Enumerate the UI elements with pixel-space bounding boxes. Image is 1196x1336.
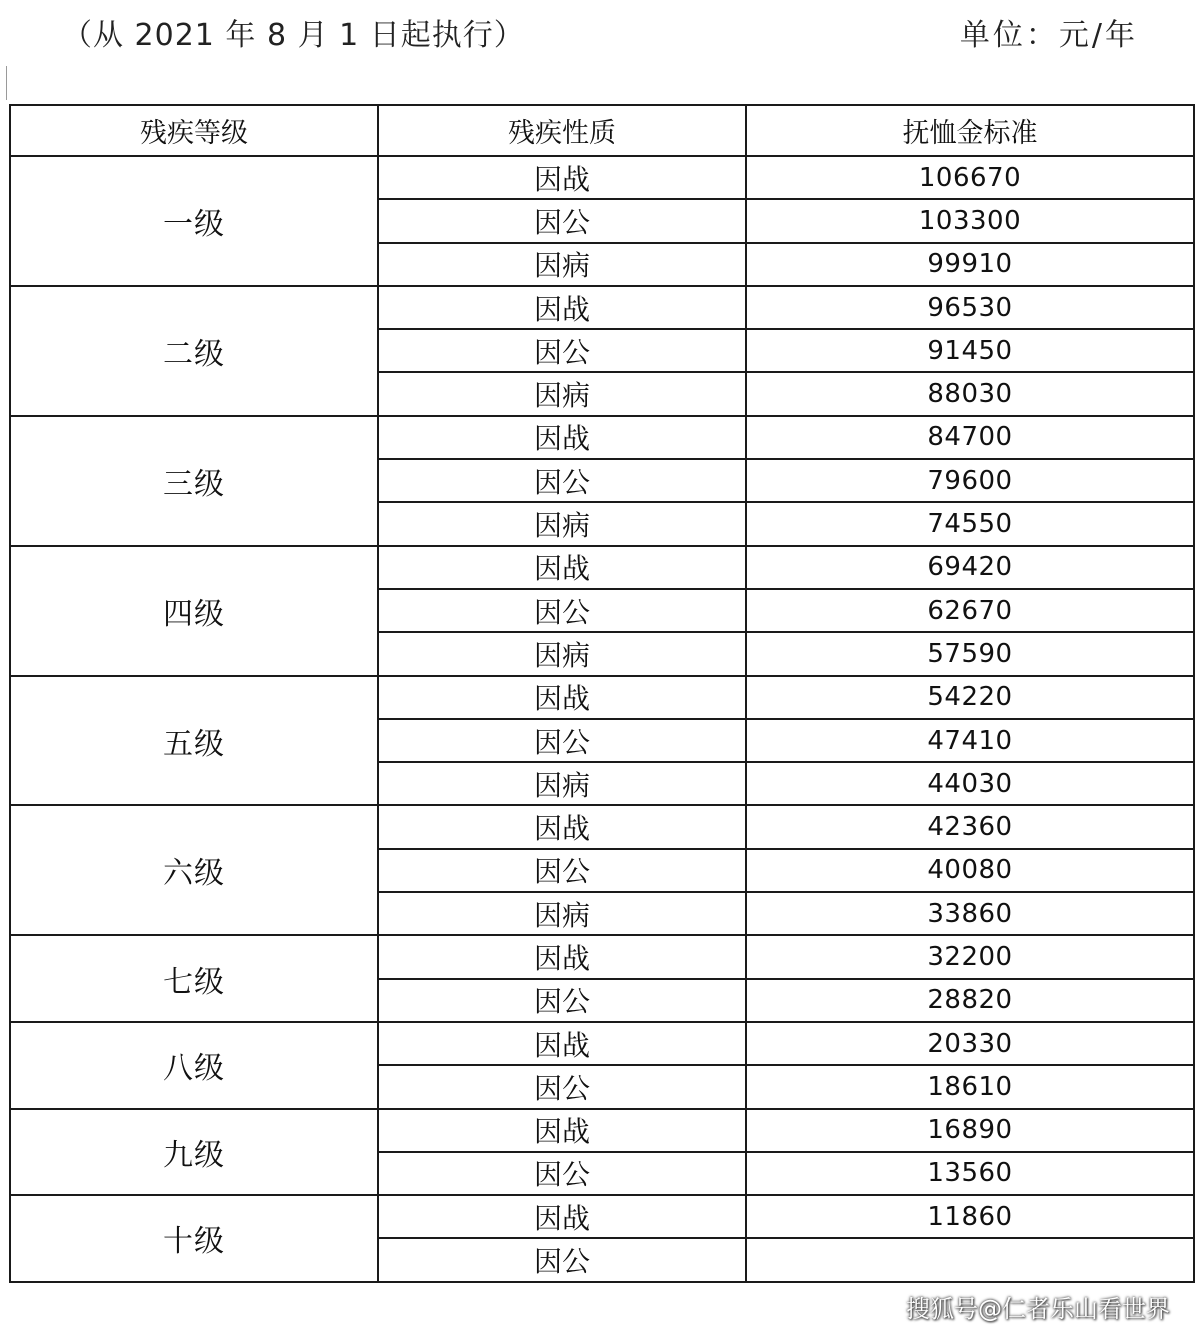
watermark: 搜狐号@仁者乐山看世界 — [906, 1295, 1170, 1323]
nature-cell: 因公 — [378, 329, 746, 372]
nature-cell: 因战 — [378, 1022, 746, 1065]
grade-cell: 六级 — [10, 805, 378, 935]
table-row — [10, 416, 1194, 459]
unit-note: 单位：元/年 — [959, 18, 1138, 53]
nature-cell: 因病 — [378, 762, 746, 805]
amount-cell: 18610 — [746, 1065, 1194, 1108]
nature-cell: 因公 — [378, 589, 746, 632]
nature-cell: 因病 — [378, 502, 746, 545]
grade-cell: 八级 — [10, 1022, 378, 1109]
amount-cell: 13560 — [746, 1152, 1194, 1195]
amount-cell: 40080 — [746, 849, 1194, 892]
amount-cell: 99910 — [746, 243, 1194, 286]
grade-cell: 九级 — [10, 1109, 378, 1196]
table-row — [10, 676, 1194, 719]
amount-cell: 32200 — [746, 935, 1194, 978]
nature-cell: 因公 — [378, 1238, 746, 1281]
amount-cell: 54220 — [746, 676, 1194, 719]
nature-cell: 因公 — [378, 1152, 746, 1195]
nature-cell: 因战 — [378, 286, 746, 329]
nature-cell: 因公 — [378, 849, 746, 892]
amount-cell: 69420 — [746, 546, 1194, 589]
table-row — [10, 1195, 1194, 1238]
grade-cell: 十级 — [10, 1195, 378, 1282]
column-header-nature: 残疾性质 — [378, 105, 746, 156]
table-row — [10, 805, 1194, 848]
nature-cell: 因病 — [378, 372, 746, 415]
nature-cell: 因公 — [378, 979, 746, 1022]
effective-date-note: （从 2021 年 8 月 1 日起执行） — [62, 18, 525, 53]
amount-cell: 106670 — [746, 156, 1194, 199]
table-body — [10, 156, 1194, 1282]
amount-cell: 79600 — [746, 459, 1194, 502]
nature-cell: 因病 — [378, 243, 746, 286]
nature-cell: 因战 — [378, 935, 746, 978]
page-edge-mark — [0, 66, 7, 100]
amount-cell: 103300 — [746, 199, 1194, 242]
nature-cell: 因战 — [378, 1109, 746, 1152]
nature-cell: 因战 — [378, 805, 746, 848]
nature-cell: 因病 — [378, 632, 746, 675]
nature-cell: 因战 — [378, 156, 746, 199]
amount-cell: 62670 — [746, 589, 1194, 632]
amount-cell: 11860 — [746, 1195, 1194, 1238]
pension-standard-table — [9, 104, 1195, 1283]
nature-cell: 因战 — [378, 1195, 746, 1238]
grade-cell: 一级 — [10, 156, 378, 286]
table-row — [10, 1109, 1194, 1152]
amount-cell: 20330 — [746, 1022, 1194, 1065]
amount-cell: 74550 — [746, 502, 1194, 545]
amount-cell: 33860 — [746, 892, 1194, 935]
amount-cell — [746, 1238, 1194, 1281]
grade-cell: 三级 — [10, 416, 378, 546]
amount-cell: 28820 — [746, 979, 1194, 1022]
nature-cell: 因病 — [378, 892, 746, 935]
column-header-grade: 残疾等级 — [10, 105, 378, 156]
nature-cell: 因战 — [378, 676, 746, 719]
nature-cell: 因公 — [378, 1065, 746, 1108]
grade-cell: 五级 — [10, 676, 378, 806]
amount-cell: 91450 — [746, 329, 1194, 372]
grade-cell: 七级 — [10, 935, 378, 1022]
column-header-amount: 抚恤金标准 — [746, 105, 1194, 156]
nature-cell: 因战 — [378, 546, 746, 589]
amount-cell: 47410 — [746, 719, 1194, 762]
amount-cell: 96530 — [746, 286, 1194, 329]
amount-cell: 44030 — [746, 762, 1194, 805]
amount-cell: 84700 — [746, 416, 1194, 459]
table-row — [10, 935, 1194, 978]
grade-cell: 四级 — [10, 546, 378, 676]
nature-cell: 因公 — [378, 459, 746, 502]
grade-cell: 二级 — [10, 286, 378, 416]
amount-cell: 57590 — [746, 632, 1194, 675]
nature-cell: 因公 — [378, 199, 746, 242]
table-row — [10, 1022, 1194, 1065]
table-row — [10, 156, 1194, 199]
nature-cell: 因公 — [378, 719, 746, 762]
amount-cell: 16890 — [746, 1109, 1194, 1152]
amount-cell: 42360 — [746, 805, 1194, 848]
table-row — [10, 286, 1194, 329]
table-header-row — [10, 105, 1194, 156]
nature-cell: 因战 — [378, 416, 746, 459]
table-row — [10, 546, 1194, 589]
amount-cell: 88030 — [746, 372, 1194, 415]
